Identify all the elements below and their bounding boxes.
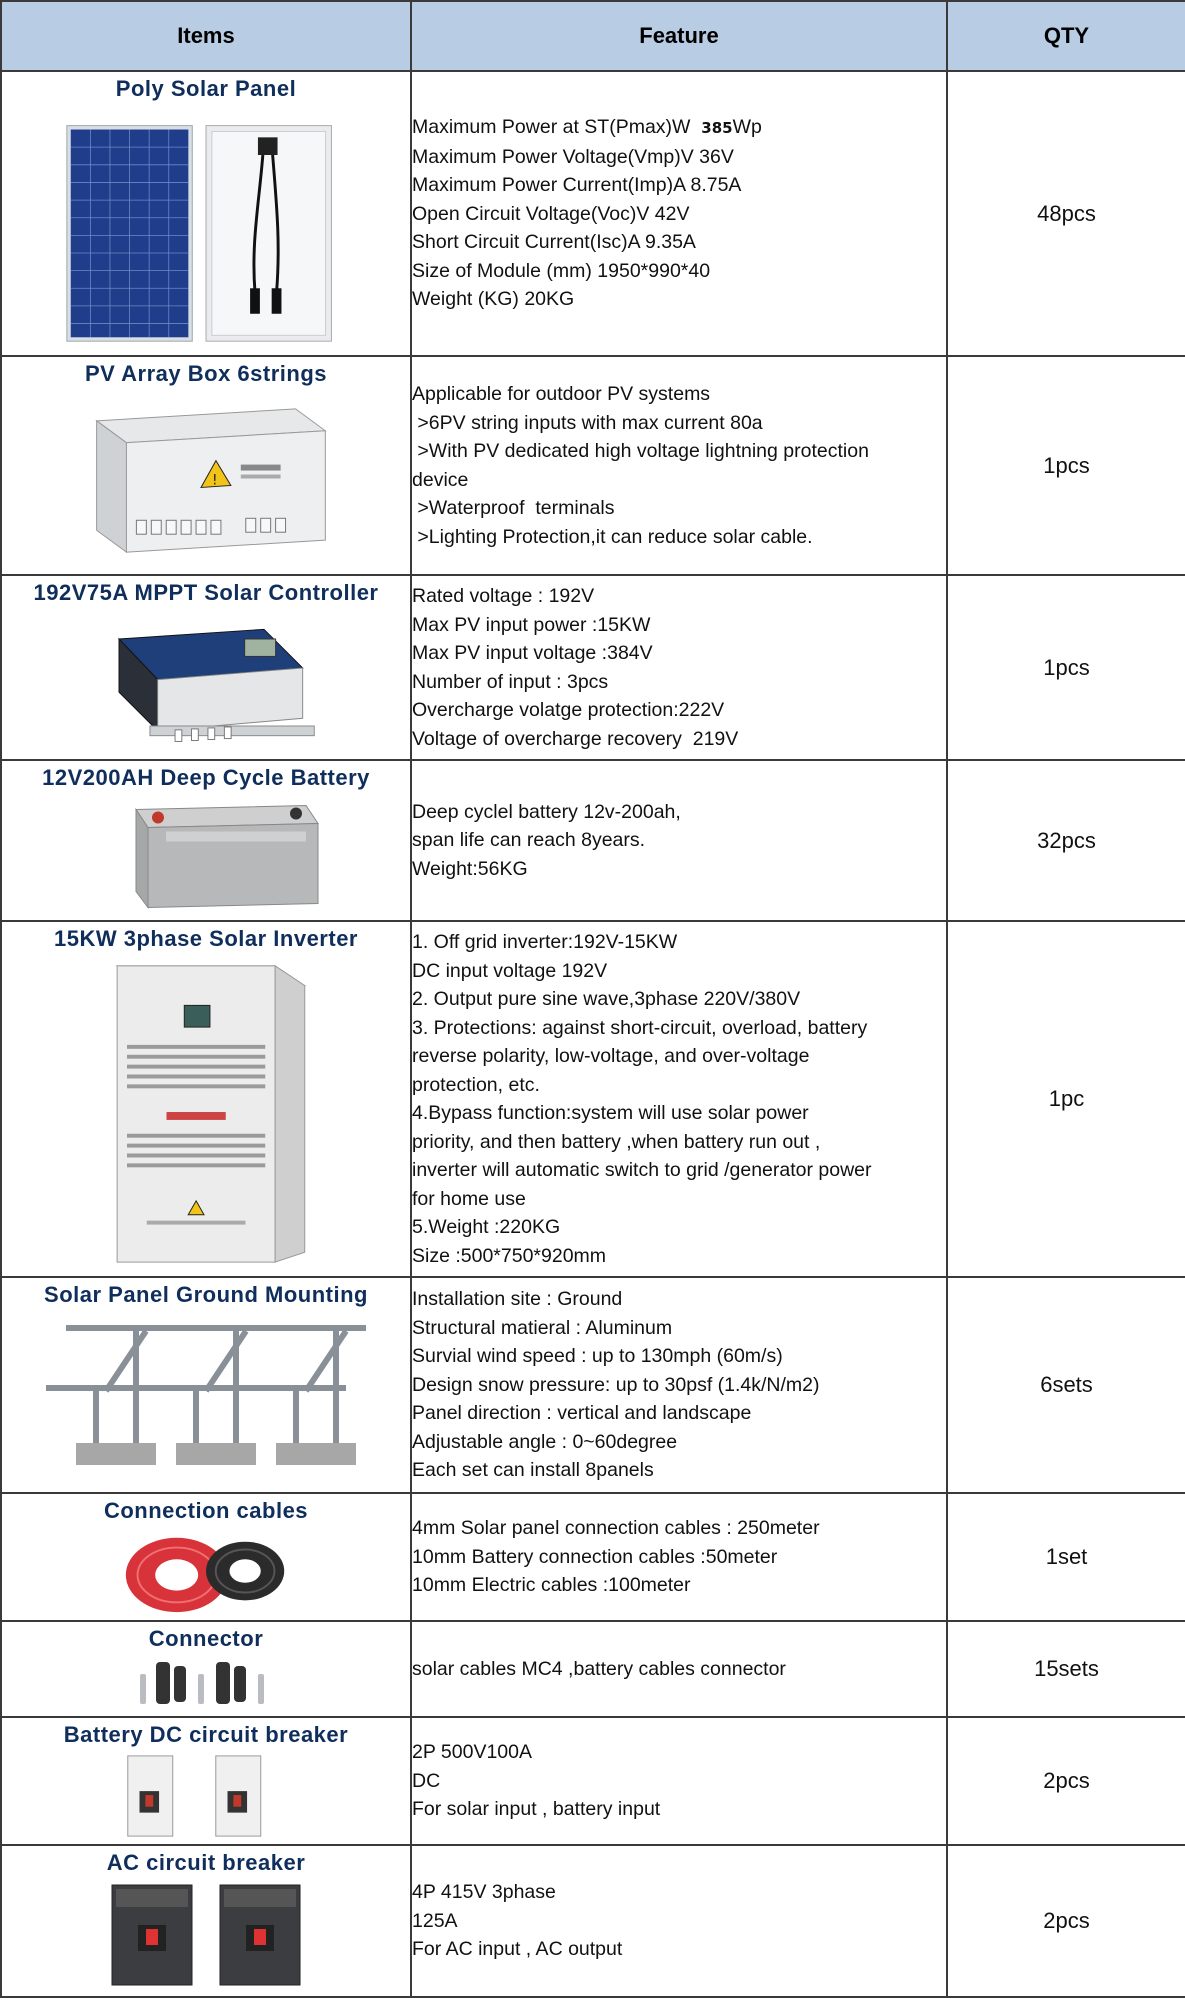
item-cell [1, 1717, 411, 1845]
feature-line: reverse polarity, low-voltage, and over-voltage [412, 1045, 810, 1067]
feature-cell [411, 760, 947, 921]
feature-line: protection, etc. [412, 1073, 540, 1096]
feature-line: 3. Protections: against short-circuit, overload, battery [412, 1016, 868, 1039]
feature-line: Installation site : Ground [412, 1288, 623, 1311]
table-row [1, 356, 1185, 575]
feature-cell [411, 1621, 947, 1717]
item-cell [1, 921, 411, 1277]
feature-cell [411, 1717, 947, 1845]
qty-cell: 1pcs [947, 356, 1185, 575]
feature-line: Applicable for outdoor PV systems [412, 383, 711, 405]
feature-cell [411, 1493, 947, 1621]
feature-line: Survial wind speed : up to 130mph (60m/s) [412, 1345, 783, 1368]
feature-line: for home use [412, 1187, 526, 1210]
table-row [1, 1621, 1185, 1717]
item-cell [1, 760, 411, 921]
qty-cell: 6sets [947, 1277, 1185, 1493]
item-title: Connector [148, 1626, 264, 1651]
feature-line: 5.Weight :220KG [412, 1216, 561, 1238]
feature-line: Rated voltage : 192V [412, 585, 595, 607]
feature-line: Voltage of overcharge recovery 219V [412, 727, 739, 750]
feature-line: >Waterproof terminals [412, 497, 615, 519]
header-row [1, 1, 1185, 71]
solar-controller-icon [2, 610, 410, 755]
table-row [1, 1717, 1185, 1845]
feature-line: Size of Module (mm) 1950*990*40 [412, 259, 711, 282]
battery-icon [2, 795, 410, 916]
feature-line: span life can reach 8years. [412, 829, 646, 852]
item-title: Solar Panel Ground Mounting [44, 1282, 368, 1307]
item-cell [1, 1621, 411, 1717]
item-cell [1, 1845, 411, 1997]
qty-cell: 1pc [947, 921, 1185, 1277]
feature-line: 2. Output pure sine wave,3phase 220V/380V [412, 988, 801, 1010]
feature-line: For AC input , AC output [412, 1938, 623, 1961]
feature-line: Short Circuit Current(Isc)A 9.35A [412, 231, 696, 254]
qty-cell: 32pcs [947, 760, 1185, 921]
feature-cell [411, 1845, 947, 1997]
table-row [1, 1493, 1185, 1621]
feature-line: DC [412, 1769, 441, 1792]
feature-line: inverter will automatic switch to grid /generator power [412, 1159, 872, 1181]
item-cell [1, 1493, 411, 1621]
feature-line: 10mm Battery connection cables :50meter [412, 1545, 778, 1568]
feature-line: Weight:56KG [412, 857, 528, 880]
feature-line: DC input voltage 192V [412, 959, 608, 982]
item-title: Connection cables [103, 1498, 309, 1523]
feature-line: 4P 415V 3phase [412, 1881, 556, 1904]
item-title: 15KW 3phase Solar Inverter [53, 926, 358, 951]
ac-breaker-icon [2, 1880, 410, 1992]
qty-cell: 2pcs [947, 1717, 1185, 1845]
item-cell [1, 1277, 411, 1493]
feature-line: Open Circuit Voltage(Voc)V 42V [412, 202, 690, 225]
dc-breaker-icon [2, 1752, 410, 1840]
feature-line: 1. Off grid inverter:192V-15KW [412, 931, 678, 953]
qty-cell: 1set [947, 1493, 1185, 1621]
mc4-connector-icon [2, 1656, 410, 1712]
item-title: 192V75A MPPT Solar Controller [33, 580, 379, 605]
feature-cell [411, 356, 947, 575]
feature-cell [411, 921, 947, 1277]
item-title: AC circuit breaker [106, 1850, 306, 1875]
table-row [1, 71, 1185, 356]
item-title: Battery DC circuit breaker [63, 1722, 349, 1747]
feature-line: >Lighting Protection,it can reduce solar cable. [412, 525, 813, 548]
item-cell [1, 575, 411, 760]
feature-line: 4mm Solar panel connection cables : 250meter [412, 1517, 820, 1540]
ground-mount-icon [2, 1312, 410, 1488]
feature-line: Structural matieral : Aluminum [412, 1316, 673, 1339]
svg-text:!: ! [211, 472, 218, 489]
feature-line: For solar input , battery input [412, 1798, 661, 1821]
item-cell [1, 356, 411, 575]
header-qty: QTY [947, 1, 1185, 71]
table-row [1, 760, 1185, 921]
feature-line: 2P 500V100A [412, 1741, 532, 1764]
item-title: Poly Solar Panel [115, 76, 297, 101]
feature-cell [411, 1277, 947, 1493]
feature-line: Size :500*750*920mm [412, 1244, 607, 1267]
feature-line: Number of input : 3pcs [412, 670, 609, 693]
item-title: 12V200AH Deep Cycle Battery [42, 765, 370, 790]
feature-line: Deep cyclel battery 12v-200ah, [412, 800, 681, 823]
table-row [1, 921, 1185, 1277]
feature-line: 10mm Electric cables :100meter [412, 1574, 691, 1597]
feature-line: >6PV string inputs with max current 80a [412, 411, 763, 434]
pmax-value: 385 [701, 119, 733, 138]
feature-line: Maximum Power at ST(Pmax)W [412, 116, 691, 139]
pmax-unit: Wp [732, 116, 762, 139]
feature-line: Maximum Power Current(Imp)A 8.75A [412, 174, 742, 197]
table-row [1, 1845, 1185, 1997]
inverter-icon [2, 956, 410, 1272]
feature-cell [411, 71, 947, 356]
qty-cell: 15sets [947, 1621, 1185, 1717]
table-row [1, 575, 1185, 760]
item-cell [1, 71, 411, 356]
cable-reel-icon [2, 1528, 410, 1616]
feature-line: solar cables MC4 ,battery cables connector [412, 1657, 786, 1680]
feature-line: priority, and then battery ,when battery run out , [412, 1130, 821, 1153]
header-items: Items [1, 1, 411, 71]
item-title: PV Array Box 6strings [85, 361, 327, 386]
feature-line: Max PV input power :15KW [412, 613, 651, 636]
qty-cell: 48pcs [947, 71, 1185, 356]
combiner-box-icon [2, 391, 410, 570]
feature-line: Weight (KG) 20KG [412, 288, 575, 311]
feature-line: 4.Bypass function:system will use solar power [412, 1102, 809, 1124]
table-row [1, 1277, 1185, 1493]
feature-line: Adjustable angle : 0~60degree [412, 1430, 678, 1453]
feature-line: >With PV dedicated high voltage lightning protection [412, 440, 869, 462]
feature-line: Overcharge volatge protection:222V [412, 699, 725, 721]
qty-cell: 2pcs [947, 1845, 1185, 1997]
solar-panel-icon [2, 106, 410, 351]
feature-line: Panel direction : vertical and landscape [412, 1402, 752, 1425]
qty-cell: 1pcs [947, 575, 1185, 760]
feature-line: device [412, 468, 469, 491]
feature-line: Each set can install 8panels [412, 1459, 654, 1482]
feature-line: Design snow pressure: up to 30psf (1.4k/N/m2) [412, 1373, 820, 1396]
feature-line: 125A [412, 1909, 458, 1932]
header-feature: Feature [411, 1, 947, 71]
feature-line: Max PV input voltage :384V [412, 642, 653, 664]
feature-cell [411, 575, 947, 760]
feature-line: Maximum Power Voltage(Vmp)V 36V [412, 145, 734, 168]
